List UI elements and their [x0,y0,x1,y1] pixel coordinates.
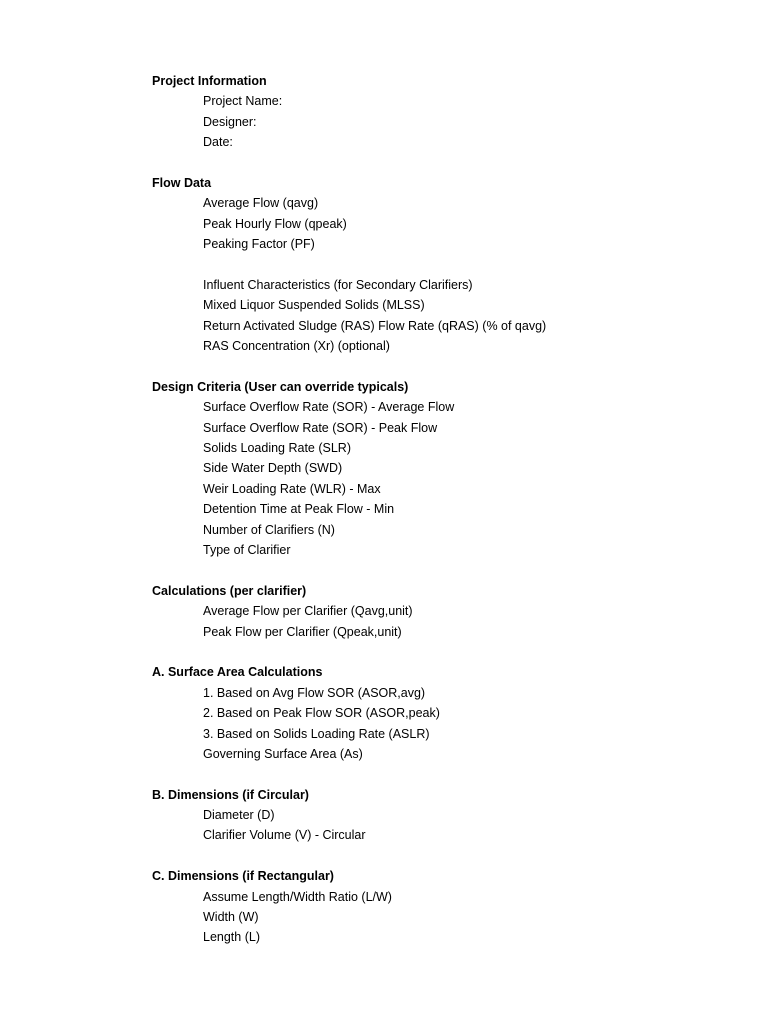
field-avg-flow-per-clarifier: Average Flow per Clarifier (Qavg,unit) [203,604,413,619]
field-wlr: Weir Loading Rate (WLR) - Max [203,481,381,496]
field-peak-hourly-flow: Peak Hourly Flow (qpeak) [203,216,347,231]
field-ras-flow-rate: Return Activated Sludge (RAS) Flow Rate (qRAS) (% of qavg) [203,318,547,333]
field-sor-average: Surface Overflow Rate (SOR) - Average Flow [203,400,455,415]
field-asor-avg: 1. Based on Avg Flow SOR (ASOR,avg) [203,685,426,700]
field-detention-time: Detention Time at Peak Flow - Min [203,502,395,517]
subheading-influent-characteristics: Influent Characteristics (for Secondary Clarifiers) [203,277,473,292]
field-diameter: Diameter (D) [203,808,275,823]
document-body [152,71,732,968]
field-peak-flow-per-clarifier: Peak Flow per Clarifier (Qpeak,unit) [203,624,402,639]
field-project-name: Project Name: [203,94,283,109]
field-peaking-factor: Peaking Factor (PF) [203,237,315,252]
field-width: Width (W) [203,910,259,925]
field-clarifier-volume: Clarifier Volume (V) - Circular [203,828,366,843]
field-slr: Solids Loading Rate (SLR) [203,441,351,456]
section-heading: B. Dimensions (if Circular) [152,787,309,802]
field-ras-concentration: RAS Concentration (Xr) (optional) [203,339,390,354]
section-dimensions-circular [152,785,732,846]
spacer [152,255,732,275]
field-date: Date: [203,135,233,150]
section-heading: Calculations (per clarifier) [152,583,307,598]
section-heading: Project Information [152,74,267,88]
field-swd: Side Water Depth (SWD) [203,461,343,476]
section-heading: Flow Data [152,175,212,190]
field-designer: Designer: [203,114,257,129]
field-aslr: 3. Based on Solids Loading Rate (ASLR) [203,726,430,741]
section-dimensions-rectangular [152,866,732,948]
section-heading: A. Surface Area Calculations [152,665,323,680]
field-sor-peak: Surface Overflow Rate (SOR) - Peak Flow [203,420,438,435]
field-average-flow: Average Flow (qavg) [203,196,319,211]
field-asor-peak: 2. Based on Peak Flow SOR (ASOR,peak) [203,706,440,721]
section-heading: Design Criteria (User can override typicals) [152,379,409,394]
field-type-of-clarifier: Type of Clarifier [203,542,291,557]
field-governing-surface-area: Governing Surface Area (As) [203,746,363,761]
field-mlss: Mixed Liquor Suspended Solids (MLSS) [203,298,425,313]
section-project-information [152,71,732,153]
section-heading: C. Dimensions (if Rectangular) [152,869,334,884]
field-length: Length (L) [203,930,260,945]
field-length-width-ratio: Assume Length/Width Ratio (L/W) [203,889,392,904]
section-flow-data [152,173,732,357]
section-calculations [152,581,732,642]
section-surface-area [152,662,732,764]
field-number-of-clarifiers: Number of Clarifiers (N) [203,522,335,537]
section-design-criteria [152,377,732,561]
